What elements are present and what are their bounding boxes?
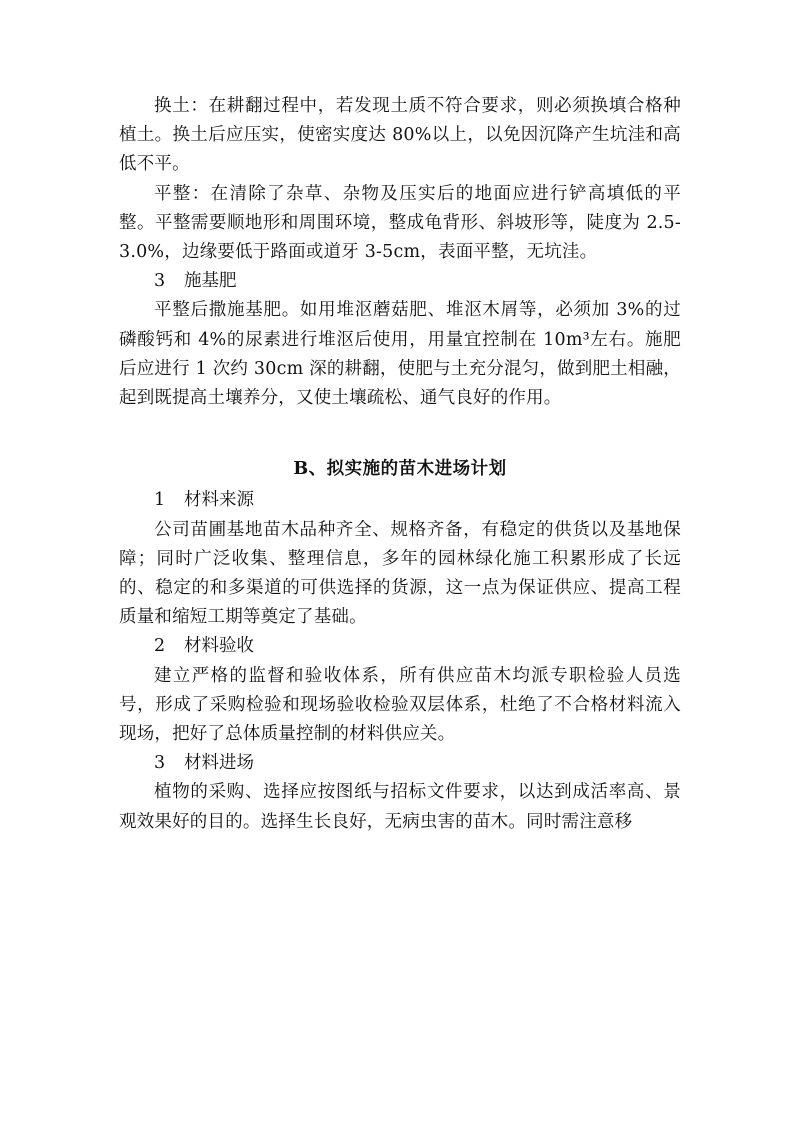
- paragraph-leveling: 平整：在清除了杂草、杂物及压实后的地面应进行铲高填低的平整。平整需要顺地形和周围环境，整成龟背形、斜坡形等，陡度为 2.5-3.0%，边缘要低于路面或道牙 3-5cm，表面平整，无坑洼。: [119, 183, 681, 263]
- paragraph-material-acceptance: 建立严格的监督和验收体系，所有供应苗木均派专职检验人员选号，形成了采购检验和现场验收检验双层体系，杜绝了不合格材料流入现场，把好了总体质量控制的材料供应关。: [119, 665, 681, 745]
- subheading-material-entry: [119, 749, 681, 778]
- subheading-material-source: [119, 486, 681, 515]
- subheading-label: 材料进场: [184, 753, 254, 774]
- subheading-label: 施基肥: [184, 271, 237, 292]
- subheading-number: 1: [154, 490, 166, 511]
- paragraph-material-source: 公司苗圃基地苗木品种齐全、规格齐备，有稳定的供货以及基地保障；同时广泛收集、整理信息，多年的园林绿化施工积累形成了长远的、稳定的和多渠道的可供选择的货源，这一点为保证供应、提高工程质量和缩短工期等奠定了基础。: [119, 519, 681, 628]
- paragraph-base-fertilizer: 平整后撒施基肥。如用堆沤蘑菇肥、堆沤木屑等，必须加 3%的过磷酸钙和 4%的尿素进行堆沤后使用，用量宜控制在 10m³左右。施肥后应进行 1 次约 30cm 深的耕翻，使肥与土充分混匀，做到肥土相融，起到既提高土壤养分，又使土壤疏松、通气良好的作用。: [119, 300, 681, 409]
- paragraph-material-entry: 植物的采购、选择应按图纸与招标文件要求，以达到成活率高、景观效果好的目的。选择生长良好，无病虫害的苗木。同时需注意移: [119, 782, 681, 832]
- subheading-label: 材料来源: [184, 490, 254, 511]
- paragraph-soil-replacement: 换土：在耕翻过程中，若发现土质不符合要求，则必须换填合格种植土。换土后应压实，使密实度达 80%以上，以免因沉降产生坑洼和高低不平。: [119, 96, 681, 175]
- subheading-number: 3: [154, 753, 166, 774]
- subheading-material-acceptance: [119, 632, 681, 661]
- subheading-base-fertilizer: [119, 267, 681, 296]
- subheading-label: 材料验收: [184, 636, 254, 657]
- document-body: [119, 92, 681, 837]
- section-title: B、拟实施的苗木进场计划: [293, 459, 507, 480]
- subheading-number: 3: [154, 271, 166, 292]
- subheading-number: 2: [154, 636, 166, 657]
